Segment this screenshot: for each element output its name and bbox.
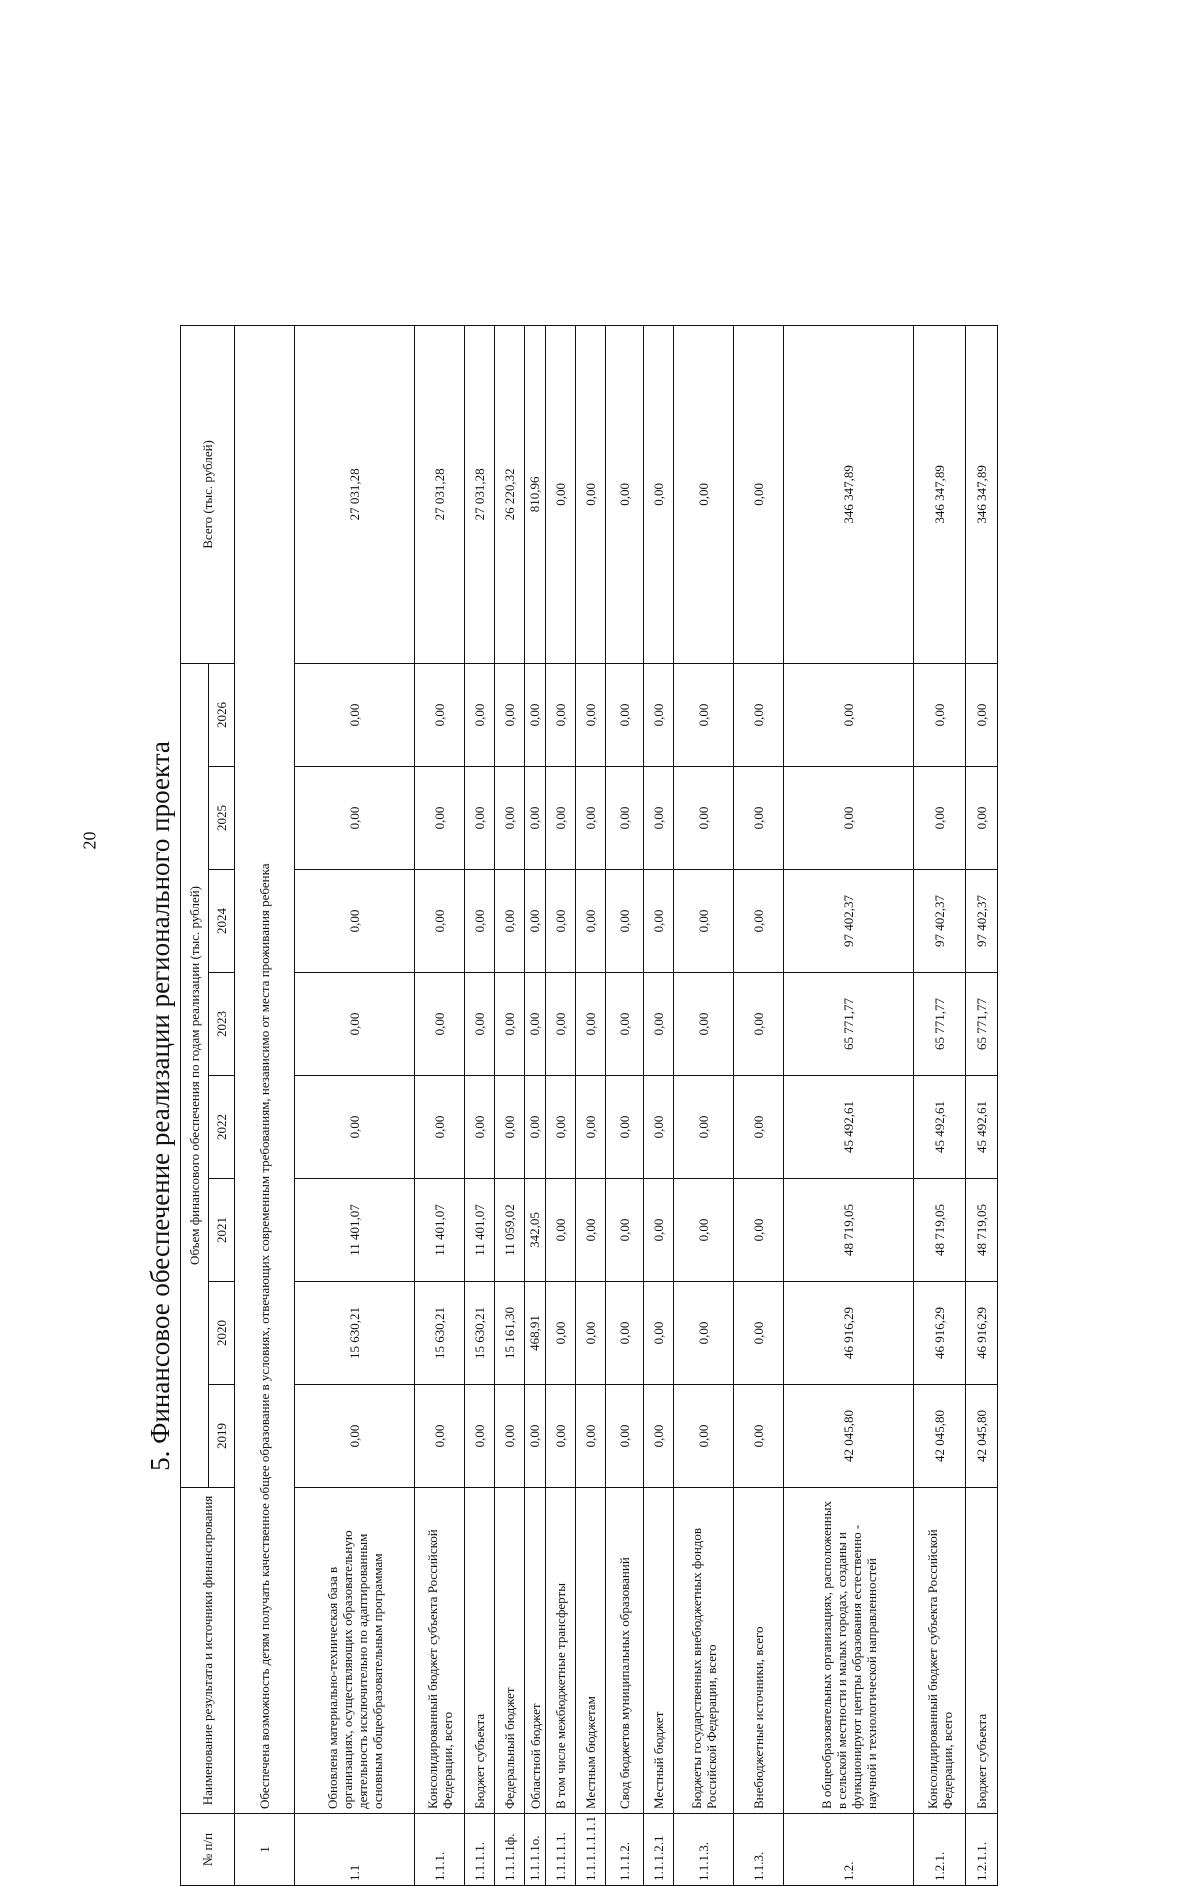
year-value-2022: 0,00: [606, 1076, 644, 1179]
year-value-2026: 0,00: [295, 663, 415, 766]
year-value-2026: 0,00: [914, 663, 966, 766]
row-total: 0,00: [576, 325, 606, 663]
year-value-2023: 0,00: [674, 973, 734, 1076]
header-year: 2020: [209, 1282, 235, 1385]
row-total: 0,00: [644, 325, 674, 663]
row-name: Областной бюджет: [525, 1488, 546, 1814]
row-number: 1.2.: [784, 1814, 914, 1886]
year-value-2023: 0,00: [734, 973, 784, 1076]
year-value-2019: 0,00: [674, 1385, 734, 1488]
project-num: 1: [235, 1814, 295, 1886]
year-value-2020: 0,00: [606, 1282, 644, 1385]
year-value-2026: 0,00: [546, 663, 576, 766]
row-number: 1.1.1.2.: [606, 1814, 644, 1886]
year-value-2025: 0,00: [606, 767, 644, 870]
year-value-2026: 0,00: [415, 663, 465, 766]
header-num: № п/п: [181, 1814, 235, 1886]
year-value-2023: 65 771,77: [914, 973, 966, 1076]
year-value-2023: 0,00: [525, 973, 546, 1076]
row-number: 1.1.1.: [415, 1814, 465, 1886]
year-value-2020: 468,91: [525, 1282, 546, 1385]
table-row: [576, 325, 606, 1885]
row-name: Местный бюджет: [644, 1488, 674, 1814]
page-number: 20: [79, 831, 100, 850]
header-year: 2021: [209, 1179, 235, 1282]
row-number: 1.1.1.2.1: [644, 1814, 674, 1886]
year-value-2021: 0,00: [546, 1179, 576, 1282]
row-total: 0,00: [546, 325, 576, 663]
year-value-2025: 0,00: [734, 767, 784, 870]
section-title: 5. Финансовое обеспечение реализации регионального проекта: [145, 741, 175, 1471]
row-number: 1.1.1.1.1.: [546, 1814, 576, 1886]
row-total: 346 347,89: [966, 325, 998, 663]
year-value-2024: 0,00: [415, 870, 465, 973]
year-value-2021: 0,00: [674, 1179, 734, 1282]
year-value-2021: 11 401,07: [415, 1179, 465, 1282]
year-value-2024: 97 402,37: [784, 870, 914, 973]
year-value-2022: 45 492,61: [914, 1076, 966, 1179]
rotated-document-sheet: [140, 326, 1150, 1886]
year-value-2021: 0,00: [576, 1179, 606, 1282]
project-row: [235, 325, 295, 1885]
row-total: 27 031,28: [465, 325, 495, 663]
table-row: [914, 325, 966, 1885]
year-value-2025: 0,00: [674, 767, 734, 870]
header-year: 2025: [209, 767, 235, 870]
row-number: 1.1.1.3.: [674, 1814, 734, 1886]
table-row: [966, 325, 998, 1885]
row-name: В общеобразовательных организациях, расположенных в сельской местности и малых городах, созданы и функционируют центры образования естественно - научной и технологической направленностей: [784, 1488, 914, 1814]
year-value-2025: 0,00: [576, 767, 606, 870]
year-value-2022: 0,00: [576, 1076, 606, 1179]
row-number: 1.1.1.1.1.1.1: [576, 1814, 606, 1886]
header-year: 2019: [209, 1385, 235, 1488]
year-value-2019: 0,00: [734, 1385, 784, 1488]
year-value-2022: 0,00: [495, 1076, 525, 1179]
year-value-2020: 0,00: [734, 1282, 784, 1385]
year-value-2025: 0,00: [546, 767, 576, 870]
table-row: [606, 325, 644, 1885]
year-value-2020: 0,00: [644, 1282, 674, 1385]
year-value-2026: 0,00: [495, 663, 525, 766]
table-row: [295, 325, 415, 1885]
row-total: 27 031,28: [415, 325, 465, 663]
year-value-2022: 0,00: [674, 1076, 734, 1179]
year-value-2021: 0,00: [734, 1179, 784, 1282]
row-number: 1.1.1.1.: [465, 1814, 495, 1886]
year-value-2025: 0,00: [495, 767, 525, 870]
year-value-2024: 0,00: [734, 870, 784, 973]
row-number: 1.2.1.1.: [966, 1814, 998, 1886]
year-value-2026: 0,00: [734, 663, 784, 766]
row-name: Бюджет субъекта: [966, 1488, 998, 1814]
year-value-2026: 0,00: [966, 663, 998, 766]
year-value-2022: 0,00: [295, 1076, 415, 1179]
table-row: [495, 325, 525, 1885]
year-value-2024: 0,00: [606, 870, 644, 973]
year-value-2024: 0,00: [546, 870, 576, 973]
year-value-2019: 0,00: [644, 1385, 674, 1488]
row-name: Внебюджетные источники, всего: [734, 1488, 784, 1814]
row-name: Бюджет субъекта: [465, 1488, 495, 1814]
year-value-2019: 0,00: [576, 1385, 606, 1488]
year-value-2021: 48 719,05: [914, 1179, 966, 1282]
year-value-2022: 0,00: [415, 1076, 465, 1179]
year-value-2019: 42 045,80: [914, 1385, 966, 1488]
header-name: Наименование результата и источники финансирования: [181, 1488, 235, 1814]
row-total: 0,00: [734, 325, 784, 663]
row-total: 26 220,32: [495, 325, 525, 663]
year-value-2026: 0,00: [644, 663, 674, 766]
year-value-2020: 0,00: [576, 1282, 606, 1385]
year-value-2023: 0,00: [576, 973, 606, 1076]
year-value-2025: 0,00: [525, 767, 546, 870]
table-row: [525, 325, 546, 1885]
year-value-2020: 46 916,29: [784, 1282, 914, 1385]
financing-table: [180, 325, 998, 1886]
year-value-2023: 0,00: [495, 973, 525, 1076]
row-number: 1.2.1.: [914, 1814, 966, 1886]
year-value-2019: 0,00: [465, 1385, 495, 1488]
row-total: 810,96: [525, 325, 546, 663]
year-value-2024: 0,00: [674, 870, 734, 973]
row-name: Федеральный бюджет: [495, 1488, 525, 1814]
year-value-2026: 0,00: [576, 663, 606, 766]
year-value-2021: 342,05: [525, 1179, 546, 1282]
year-value-2025: 0,00: [644, 767, 674, 870]
year-value-2025: 0,00: [465, 767, 495, 870]
row-number: 1.1: [295, 1814, 415, 1886]
year-value-2026: 0,00: [525, 663, 546, 766]
year-value-2024: 0,00: [295, 870, 415, 973]
table-row: [415, 325, 465, 1885]
year-value-2025: 0,00: [415, 767, 465, 870]
row-number: 1.1.1.1о.: [525, 1814, 546, 1886]
row-name: Консолидированный бюджет субъекта Российской Федерации, всего: [415, 1488, 465, 1814]
year-value-2023: 65 771,77: [784, 973, 914, 1076]
year-value-2024: 97 402,37: [966, 870, 998, 973]
row-total: 346 347,89: [784, 325, 914, 663]
year-value-2019: 0,00: [495, 1385, 525, 1488]
year-value-2024: 97 402,37: [914, 870, 966, 973]
table-row: [674, 325, 734, 1885]
year-value-2021: 11 401,07: [295, 1179, 415, 1282]
row-number: 1.1.3.: [734, 1814, 784, 1886]
year-value-2019: 42 045,80: [966, 1385, 998, 1488]
year-value-2019: 0,00: [546, 1385, 576, 1488]
year-value-2019: 42 045,80: [784, 1385, 914, 1488]
year-value-2023: 0,00: [546, 973, 576, 1076]
year-value-2021: 11 059,02: [495, 1179, 525, 1282]
table-row: [546, 325, 576, 1885]
year-value-2023: 65 771,77: [966, 973, 998, 1076]
row-total: 0,00: [606, 325, 644, 663]
year-value-2022: 45 492,61: [784, 1076, 914, 1179]
year-value-2020: 0,00: [546, 1282, 576, 1385]
year-value-2024: 0,00: [495, 870, 525, 973]
header-year: 2024: [209, 870, 235, 973]
row-name: Консолидированный бюджет субъекта Российской Федерации, всего: [914, 1488, 966, 1814]
year-value-2021: 48 719,05: [966, 1179, 998, 1282]
year-value-2019: 0,00: [415, 1385, 465, 1488]
year-value-2025: 0,00: [914, 767, 966, 870]
year-value-2024: 0,00: [525, 870, 546, 973]
year-value-2024: 0,00: [465, 870, 495, 973]
year-value-2020: 46 916,29: [966, 1282, 998, 1385]
table-row: [644, 325, 674, 1885]
year-value-2023: 0,00: [465, 973, 495, 1076]
year-value-2026: 0,00: [674, 663, 734, 766]
year-value-2022: 0,00: [525, 1076, 546, 1179]
year-value-2022: 0,00: [734, 1076, 784, 1179]
year-value-2019: 0,00: [295, 1385, 415, 1488]
year-value-2020: 15 630,21: [415, 1282, 465, 1385]
year-value-2020: 15 630,21: [295, 1282, 415, 1385]
year-value-2021: 11 401,07: [465, 1179, 495, 1282]
project-title: Обеспечена возможность детям получать качественное общее образование в условиях, отвечающих современным требованиям, независимо от места проживания ребенка: [235, 325, 295, 1813]
year-value-2023: 0,00: [295, 973, 415, 1076]
year-value-2026: 0,00: [606, 663, 644, 766]
year-value-2023: 0,00: [644, 973, 674, 1076]
header-volume: Объем финансового обеспечения по годам реализации (тыс. рублей): [181, 663, 209, 1487]
year-value-2020: 15 630,21: [465, 1282, 495, 1385]
row-name: Свод бюджетов муниципальных образований: [606, 1488, 644, 1814]
year-value-2022: 0,00: [546, 1076, 576, 1179]
header-total: Всего (тыс. рублей): [181, 325, 235, 663]
year-value-2019: 0,00: [606, 1385, 644, 1488]
header-year: 2026: [209, 663, 235, 766]
year-value-2025: 0,00: [295, 767, 415, 870]
row-total: 27 031,28: [295, 325, 415, 663]
year-value-2022: 0,00: [465, 1076, 495, 1179]
row-total: 0,00: [674, 325, 734, 663]
year-value-2021: 0,00: [606, 1179, 644, 1282]
year-value-2020: 0,00: [674, 1282, 734, 1385]
year-value-2020: 46 916,29: [914, 1282, 966, 1385]
row-name: Местным бюджетам: [576, 1488, 606, 1814]
year-value-2024: 0,00: [576, 870, 606, 973]
table-row: [465, 325, 495, 1885]
year-value-2022: 45 492,61: [966, 1076, 998, 1179]
year-value-2020: 15 161,30: [495, 1282, 525, 1385]
row-name: В том числе межбюджетные трансферты: [546, 1488, 576, 1814]
year-value-2026: 0,00: [465, 663, 495, 766]
row-number: 1.1.1.1ф.: [495, 1814, 525, 1886]
year-value-2021: 0,00: [644, 1179, 674, 1282]
year-value-2021: 48 719,05: [784, 1179, 914, 1282]
year-value-2024: 0,00: [644, 870, 674, 973]
table-row: [784, 325, 914, 1885]
year-value-2026: 0,00: [784, 663, 914, 766]
year-value-2023: 0,00: [415, 973, 465, 1076]
year-value-2019: 0,00: [525, 1385, 546, 1488]
row-total: 346 347,89: [914, 325, 966, 663]
row-name: Бюджеты государственных внебюджетных фондов Российской Федерации, всего: [674, 1488, 734, 1814]
year-value-2025: 0,00: [966, 767, 998, 870]
row-name: Обновлена материально-техническая база в организациях, осуществляющих образовательную деятельность исключительно по адаптированным основным общеобразовательным программам: [295, 1488, 415, 1814]
table-row: [734, 325, 784, 1885]
header-year: 2022: [209, 1076, 235, 1179]
year-value-2022: 0,00: [644, 1076, 674, 1179]
year-value-2025: 0,00: [784, 767, 914, 870]
year-value-2023: 0,00: [606, 973, 644, 1076]
header-year: 2023: [209, 973, 235, 1076]
